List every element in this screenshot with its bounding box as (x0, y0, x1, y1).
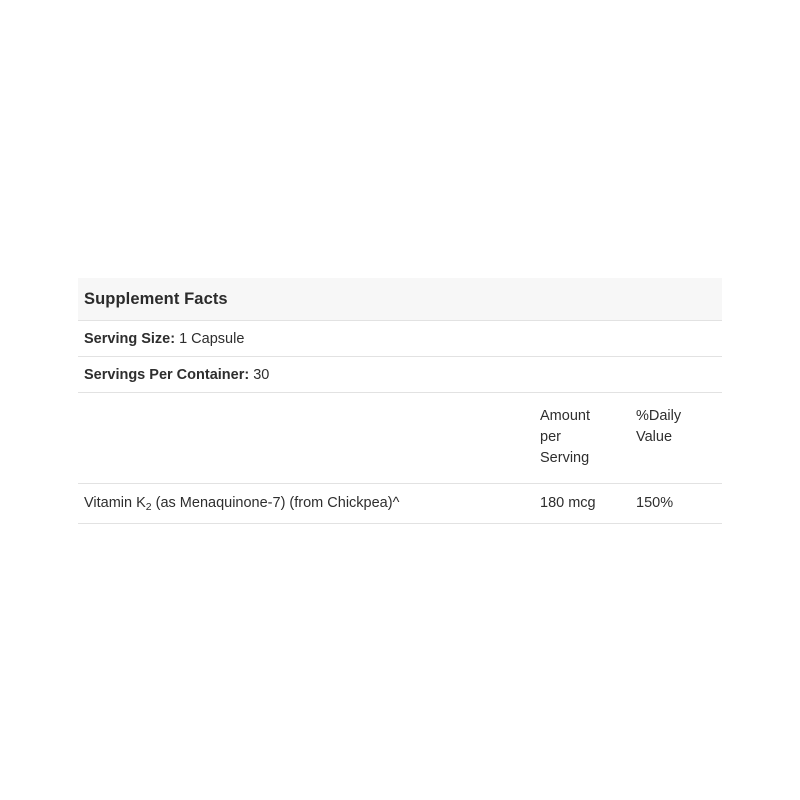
serving-size-label: Serving Size: (84, 331, 176, 347)
daily-value-line-1: %Daily (636, 408, 682, 424)
column-header-row (78, 392, 722, 483)
amount-line-2: per (540, 429, 561, 446)
table-row (78, 483, 722, 524)
nutrient-name-subscript: 2 (145, 501, 152, 513)
nutrient-name-prefix: Vitamin K (84, 495, 146, 512)
nutrient-name-suffix: (as Menaquinone-7) (from Chickpea)^ (151, 495, 400, 512)
amount-line-3: Serving (540, 450, 590, 467)
daily-value-line-2: Value (636, 429, 673, 446)
serving-size-value: 1 Capsule (179, 331, 245, 347)
amount-line-1: Amount (540, 408, 590, 424)
panel-title: Supplement Facts (78, 278, 722, 320)
servings-per-container-label: Servings Per Container: (84, 367, 250, 383)
servings-per-container-value: 30 (253, 367, 270, 383)
nutrient-amount: 180 mcg (540, 495, 596, 512)
serving-size-row (78, 320, 722, 356)
column-header-amount (540, 406, 636, 469)
nutrient-daily-value: 150% (636, 495, 674, 512)
nutrient-name (84, 495, 540, 511)
supplement-facts-panel (78, 278, 722, 524)
servings-per-container-row (78, 356, 722, 392)
column-header-daily-value (636, 406, 722, 448)
